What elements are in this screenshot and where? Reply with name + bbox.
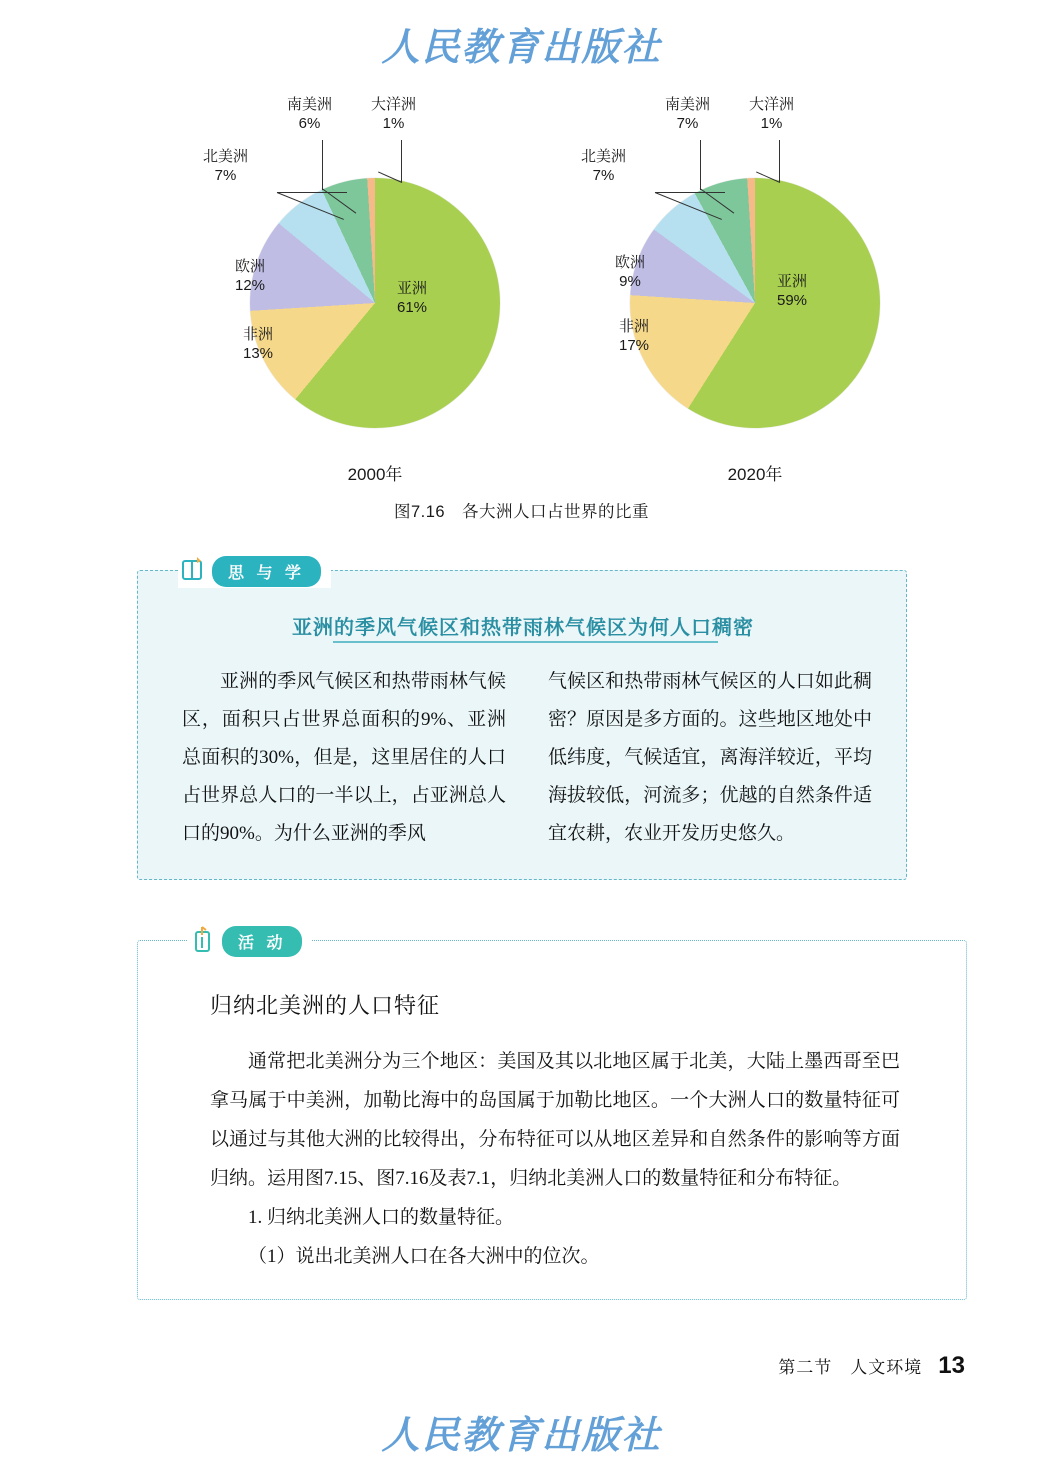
pie-chart-2020: [545, 88, 965, 508]
pie-label-oceania-2020: 大洋洲 1%: [749, 96, 795, 132]
pie-label-oceania-2000: 大洋洲 1%: [371, 96, 417, 132]
leader-line-north-america-2000: [277, 192, 347, 193]
activity-badge-label: 活 动: [222, 926, 302, 957]
activity-item-1-1: （1）说出北美洲人口在各大洲中的位次。: [248, 1245, 600, 1267]
figure-title: 图7.16 各大洲人口占世界的比重: [393, 503, 650, 521]
pie-label-north-america-2020: 北美洲 7%: [581, 148, 627, 184]
activity-paragraph: 通常把北美洲分为三个地区：美国及其以北地区属于北美，大陆上墨西哥至巴拿马属于中美洲，加勒比海中的岛国属于加勒比地区。一个大洲人口的数量特征可以通过与其他大洲的比较得出，分布特征可以从地区差异和自然条件的影响等方面归纳。运用图7.15、图7.16及表7.1，归纳北美洲人口的数量特征和分布特征。: [210, 1051, 900, 1189]
watermark-top: 人民教育出版社: [381, 27, 662, 69]
pie-label-asia-2020: 亚洲 59%: [777, 273, 808, 309]
think-columns: [182, 663, 872, 853]
activity-body: [210, 1043, 900, 1277]
think-heading: 亚洲的季风气候区和热带雨林气候区为何人口稠密: [292, 617, 754, 639]
think-and-learn-box: [137, 564, 907, 880]
think-badge: [178, 554, 331, 588]
pie-label-south-america-2000: 南美洲 6%: [287, 96, 333, 132]
book-icon: [180, 555, 206, 588]
think-column-right: 气候区和热带雨林气候区的人口如此稠密？原因是多方面的。这些地区地处中低纬度，气候适宜，离海洋较近，平均海拔较低，河流多；优越的自然条件适宜农耕，农业开发历史悠久。: [548, 671, 872, 844]
watermark-bottom: 人民教育出版社: [381, 1415, 662, 1457]
pie-label-north-america-2000: 北美洲 7%: [203, 148, 249, 184]
figure-area: [0, 88, 1043, 518]
pie-2000: [250, 178, 500, 428]
leader-line-oceania-2020: [779, 140, 780, 182]
page-number: 13: [938, 1352, 965, 1379]
think-column-left: 亚洲的季风气候区和热带雨林气候区，面积只占世界总面积的9%、亚洲总面积的30%，但是，这里居住的人口占世界总人口的一半以上，占亚洲总人口的90%。为什么亚洲的季风: [182, 671, 506, 844]
pie-wrap-2020: [630, 178, 880, 428]
pie-label-asia-2000: 亚洲 61%: [397, 280, 428, 316]
pie-label-africa-2020: 非洲 17%: [619, 318, 650, 354]
think-heading-underline: [333, 641, 718, 643]
page-footer: [778, 1352, 965, 1380]
think-badge-label: 思 与 学: [212, 556, 321, 587]
leader-line-south-america-2020: [700, 140, 701, 190]
leader-line-oceania-2000: [401, 140, 402, 182]
activity-box: [137, 934, 967, 1300]
pie-label-africa-2000: 非洲 13%: [243, 326, 274, 362]
pie-2020: [630, 178, 880, 428]
pie-caption-2000: 2000年: [347, 465, 403, 484]
leader-line-south-america-2000: [322, 140, 323, 190]
pie-chart-2000: [165, 88, 585, 508]
pie-label-europe-2020: 欧洲 9%: [615, 254, 646, 290]
pie-caption-2020: 2020年: [727, 465, 783, 484]
activity-item-1: 1. 归纳北美洲人口的数量特征。: [248, 1206, 515, 1228]
pie-label-south-america-2020: 南美洲 7%: [665, 96, 711, 132]
activity-badge: [188, 924, 312, 958]
footer-section-title: 第二节 人文环境: [778, 1358, 923, 1377]
pie-wrap-2000: [250, 178, 500, 428]
pie-label-europe-2000: 欧洲 12%: [235, 258, 266, 294]
leader-line-north-america-2020: [655, 192, 725, 193]
pen-icon: [190, 924, 216, 959]
activity-title: 归纳北美洲的人口特征: [210, 993, 441, 1018]
